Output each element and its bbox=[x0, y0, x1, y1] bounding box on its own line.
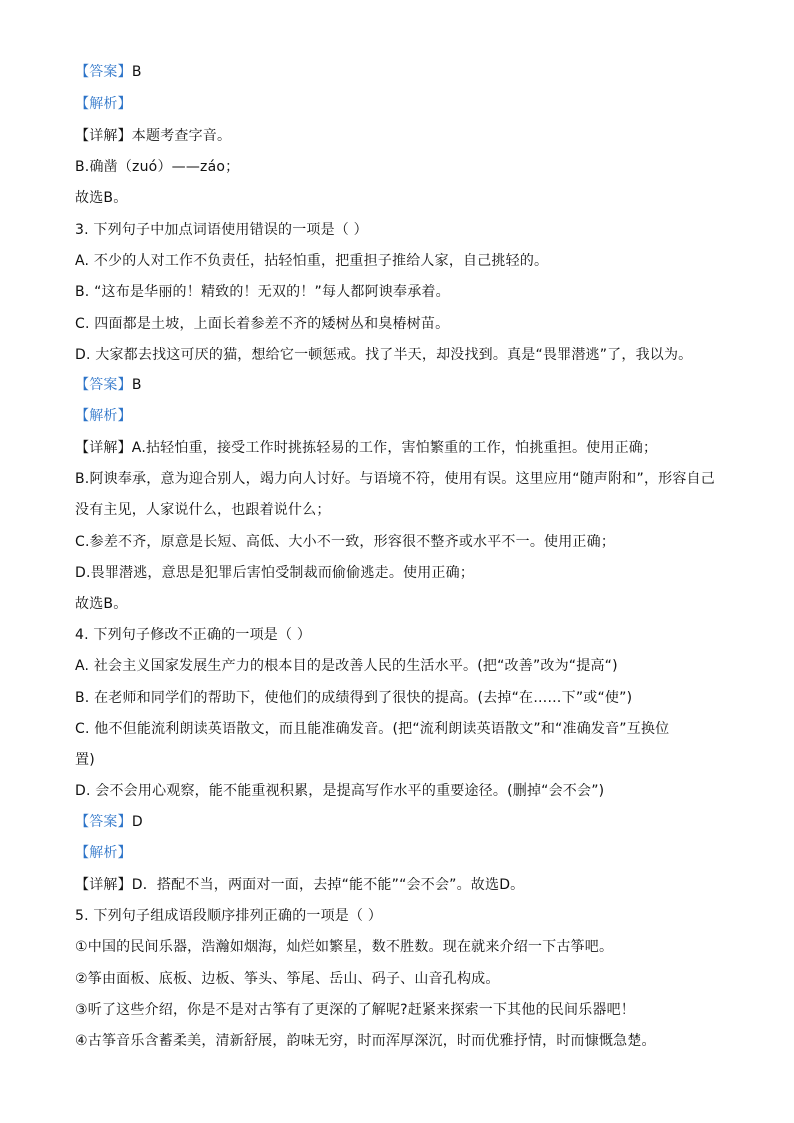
option-d: D. 会不会用心观察，能不能重视积累，是提高写作水平的重要途径。(删掉“会不会”) bbox=[75, 783, 605, 799]
question-5: 5. 下列句子组成语段顺序排列正确的一项是（ ） bbox=[75, 908, 383, 924]
question-3: 3. 下列句子中加点词语使用错误的一项是（ ） bbox=[75, 222, 368, 238]
analysis-label: 【解析】 bbox=[75, 408, 132, 424]
option-d: D. 大家都去找这可厌的猫，想给它一顿惩戒。找了半天，却没找到。真是“畏罪潜逃”了，我以为。 bbox=[75, 347, 693, 363]
answer-value: D bbox=[131, 814, 143, 830]
option-a: A. 不少的人对工作不负责任，拈轻怕重，把重担子推给人家，自己挑轻的。 bbox=[75, 253, 549, 269]
answer-value: B bbox=[131, 64, 142, 80]
answer-value: B bbox=[131, 377, 142, 393]
detail-line: B.阿谀奉承，意为迎合别人，竭力向人讨好。与语境不符，使用有误。这里应用“随声附和”，形容自己 bbox=[75, 471, 715, 487]
detail-line: 【详解】本题考查字音。 bbox=[75, 128, 232, 144]
detail-line: 【详解】A.拈轻怕重，接受工作时挑拣轻易的工作，害怕繁重的工作，怕挑重担。使用正确； bbox=[75, 440, 658, 456]
detail-line: B.确凿（zuó）——záo； bbox=[75, 159, 240, 175]
analysis-line bbox=[75, 94, 725, 114]
detail-line: 【详解】D．搭配不当，两面对一面，去掉“能不能”“会不会”。故选D。 bbox=[75, 877, 525, 893]
detail-line: D.畏罪潜逃，意思是犯罪后害怕受制裁而偷偷逃走。使用正确； bbox=[75, 565, 475, 581]
sentence-4: ④古筝音乐含蓄柔美，清新舒展，韵味无穷，时而浑厚深沉，时而优雅抒情，时而慷慨急楚。 bbox=[75, 1033, 656, 1049]
conclusion-line: 故选B。 bbox=[75, 596, 128, 612]
sentence-3: ③听了这些介绍，你是不是对古筝有了更深的了解呢?赶紧来探索一下其他的民间乐器吧！ bbox=[75, 1002, 635, 1018]
option-c: C. 他不但能流利朗读英语散文，而且能准确发音。(把“流利朗读英语散文”和“准确发音”互换位 bbox=[75, 721, 670, 737]
detail-line: 没有主见，人家说什么，也跟着说什么； bbox=[75, 502, 331, 518]
option-b: B. 在老师和同学们的帮助下，使他们的成绩得到了很快的提高。(去掉“在……下”或“使”) bbox=[75, 690, 633, 706]
answer-line bbox=[75, 62, 725, 82]
analysis-line bbox=[75, 843, 725, 863]
option-c: C. 四面都是土坡，上面长着参差不齐的矮树丛和臭椿树苗。 bbox=[75, 316, 450, 332]
option-a: A. 社会主义国家发展生产力的根本目的是改善人民的生活水平。(把“改善”改为“提高“) bbox=[75, 658, 618, 674]
analysis-label: 【解析】 bbox=[75, 845, 132, 861]
option-b: B. “这布是华丽的！精致的！无双的！”每人都阿谀奉承着。 bbox=[75, 284, 450, 300]
analysis-label: 【解析】 bbox=[75, 96, 132, 112]
answer-label: 【答案】 bbox=[75, 64, 132, 80]
answer-line bbox=[75, 812, 725, 832]
sentence-2: ②筝由面板、底板、边板、筝头、筝尾、岳山、码子、山音孔构成。 bbox=[75, 971, 500, 987]
answer-label: 【答案】 bbox=[75, 377, 132, 393]
answer-line bbox=[75, 375, 725, 395]
question-4: 4. 下列句子修改不正确的一项是（ ） bbox=[75, 627, 312, 643]
analysis-line bbox=[75, 406, 725, 426]
answer-label: 【答案】 bbox=[75, 814, 132, 830]
sentence-1: ①中国的民间乐器，浩瀚如烟海，灿烂如繁星，数不胜数。现在就来介绍一下古筝吧。 bbox=[75, 939, 614, 955]
option-c-continued: 置) bbox=[75, 752, 95, 768]
conclusion-line: 故选B。 bbox=[75, 190, 128, 206]
detail-line: C.参差不齐，原意是长短、高低、大小不一致，形容很不整齐或水平不一。使用正确； bbox=[75, 534, 616, 550]
